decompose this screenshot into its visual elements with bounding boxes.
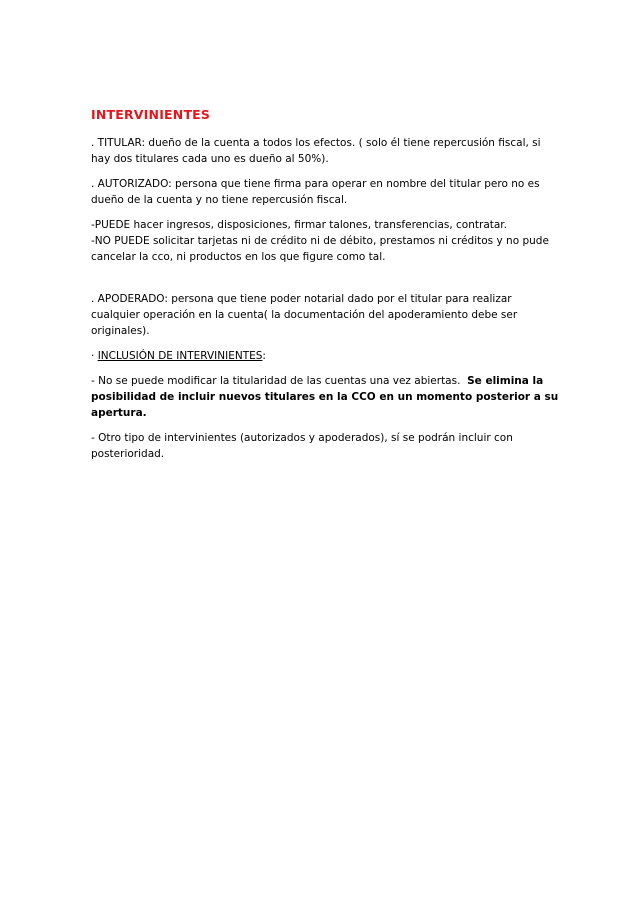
document-page	[91, 106, 561, 471]
no-modificar-paragraph	[91, 373, 561, 421]
otro-tipo-paragraph: - Otro tipo de intervinientes (autorizados y apoderados), sí se podrán incluir con posterioridad.	[91, 432, 513, 460]
inclusion-heading-paragraph	[91, 348, 561, 364]
document-title: INTERVINIENTES	[91, 107, 211, 122]
no-puede-paragraph: -NO PUEDE solicitar tarjetas ni de crédito ni de débito, prestamos ni créditos y no pude cancelar la cco, ni productos en los que figure como tal.	[91, 235, 549, 263]
inclusion-heading: INCLUSIÓN DE INTERVINIENTES	[97, 350, 263, 362]
autorizado-paragraph: . AUTORIZADO: persona que tiene firma para operar en nombre del titular pero no es dueño de la cuenta y no tiene repercusión fiscal.	[91, 178, 540, 206]
titular-paragraph: . TITULAR: dueño de la cuenta a todos los efectos. ( solo él tiene repercusión fiscal, si hay dos titulares cada uno es dueño al 50%).	[91, 137, 541, 165]
no-modificar-text: - No se puede modificar la titularidad de las cuentas una vez abiertas.	[91, 375, 468, 387]
apoderado-paragraph: . APODERADO: persona que tiene poder notarial dado por el titular para realizar cualquier operación en la cuenta( la documentación del apoderamiento debe ser originales).	[91, 293, 518, 337]
inclusion-colon: :	[262, 350, 266, 362]
inclusion-bullet: ·	[91, 350, 98, 362]
no-modificar-bold-text: Se elimina la posibilidad de incluir nuevos titulares en la CCO en un momento posterior a su apertura.	[91, 375, 559, 419]
puede-paragraph: -PUEDE hacer ingresos, disposiciones, firmar talones, transferencias, contratar.	[91, 219, 508, 231]
